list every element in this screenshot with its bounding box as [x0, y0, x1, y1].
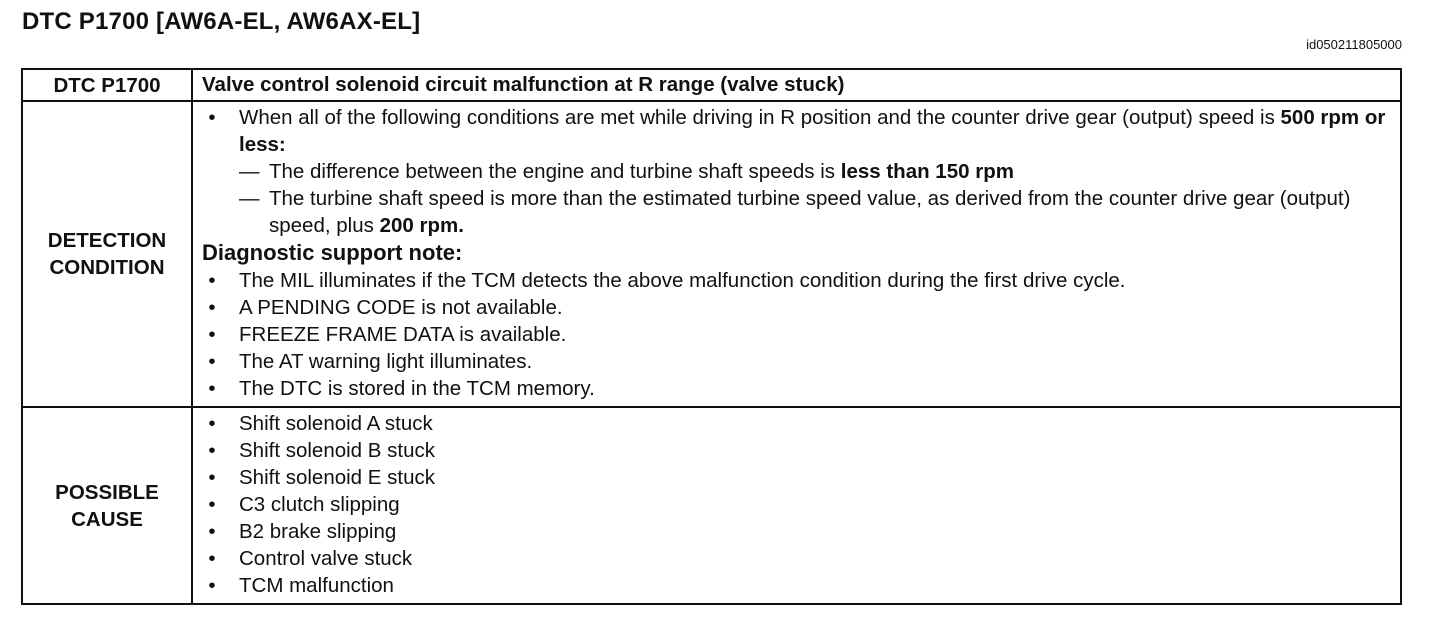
- list-item: [203, 437, 1394, 464]
- dash-icon: —: [239, 160, 260, 183]
- possible-cause-row: [22, 407, 1401, 604]
- bullet-icon: •: [208, 106, 216, 129]
- dtc-code-cell: DTC P1700: [22, 69, 192, 101]
- possible-cause-content: [192, 407, 1401, 604]
- note-text: The AT warning light illuminates.: [239, 350, 533, 373]
- document-id: id050211805000: [1306, 37, 1402, 52]
- diagnostic-note-list: [203, 267, 1394, 402]
- detection-condition-label: [22, 101, 192, 407]
- list-item: [203, 348, 1394, 375]
- note-text: The MIL illuminates if the TCM detects the above malfunction condition during the first drive cycle.: [239, 269, 1126, 292]
- sub-condition-text: The difference between the engine and turbine shaft speeds is: [269, 160, 841, 183]
- bullet-icon: •: [208, 574, 216, 597]
- list-item: [203, 491, 1394, 518]
- bullet-icon: •: [208, 350, 216, 373]
- diagnostic-note-heading: Diagnostic support note:: [202, 240, 463, 265]
- list-item: [203, 104, 1394, 158]
- bullet-icon: •: [208, 269, 216, 292]
- note-text: A PENDING CODE is not available.: [239, 296, 563, 319]
- cause-label-line1: POSSIBLE: [55, 480, 159, 504]
- cause-text: Shift solenoid E stuck: [239, 466, 435, 489]
- list-item: [203, 464, 1394, 491]
- bullet-icon: •: [208, 547, 216, 570]
- list-item: [203, 518, 1394, 545]
- list-item: [203, 267, 1394, 294]
- sub-condition-text: The turbine shaft speed is more than the estimated turbine speed value, as derived from the counter drive gear (output) speed, plus: [269, 187, 1351, 237]
- sub-condition: [203, 185, 1394, 239]
- bullet-icon: •: [208, 323, 216, 346]
- detection-condition-content: [192, 101, 1401, 407]
- detection-label-line1: DETECTION: [47, 229, 167, 252]
- bullet-icon: •: [208, 520, 216, 543]
- cause-text: B2 brake slipping: [239, 520, 397, 543]
- cause-text: Control valve stuck: [239, 547, 413, 570]
- page-title: DTC P1700 [AW6A-EL, AW6AX-EL]: [22, 8, 421, 35]
- detection-condition-row: [22, 101, 1401, 407]
- list-item: [203, 572, 1394, 599]
- bullet-icon: •: [208, 377, 216, 400]
- cause-label-line2: CAUSE: [71, 507, 143, 531]
- list-item: [203, 410, 1394, 437]
- dtc-description-cell: Valve control solenoid circuit malfunction at R range (valve stuck): [192, 69, 1401, 101]
- note-text: FREEZE FRAME DATA is available.: [239, 323, 567, 346]
- detection-main-list: [203, 104, 1394, 158]
- dtc-table: [21, 68, 1402, 605]
- cause-text: TCM malfunction: [239, 574, 394, 597]
- table-header-row: [22, 69, 1401, 101]
- cause-text: C3 clutch slipping: [239, 493, 400, 516]
- bullet-icon: •: [208, 412, 216, 435]
- possible-cause-label: [22, 407, 192, 604]
- cause-text: Shift solenoid A stuck: [239, 412, 433, 435]
- bullet-icon: •: [208, 493, 216, 516]
- bullet-icon: •: [208, 466, 216, 489]
- list-item: [203, 294, 1394, 321]
- cause-list: [203, 410, 1394, 599]
- dash-icon: —: [239, 187, 260, 210]
- cause-text: Shift solenoid B stuck: [239, 439, 435, 462]
- condition-speed-threshold: 500 rpm or less:: [239, 106, 1386, 156]
- note-text: The DTC is stored in the TCM memory.: [239, 377, 595, 400]
- sub-condition-value: less than 150 rpm: [840, 160, 1014, 183]
- bullet-icon: •: [208, 439, 216, 462]
- sub-condition: [203, 158, 1394, 185]
- detection-label-line2: CONDITION: [49, 256, 165, 279]
- condition-text: When all of the following conditions are met while driving in R position and the counter drive gear (output) speed is: [239, 106, 1281, 129]
- bullet-icon: •: [208, 296, 216, 319]
- sub-condition-value: 200 rpm.: [379, 214, 464, 237]
- list-item: [203, 375, 1394, 402]
- list-item: [203, 321, 1394, 348]
- list-item: [203, 545, 1394, 572]
